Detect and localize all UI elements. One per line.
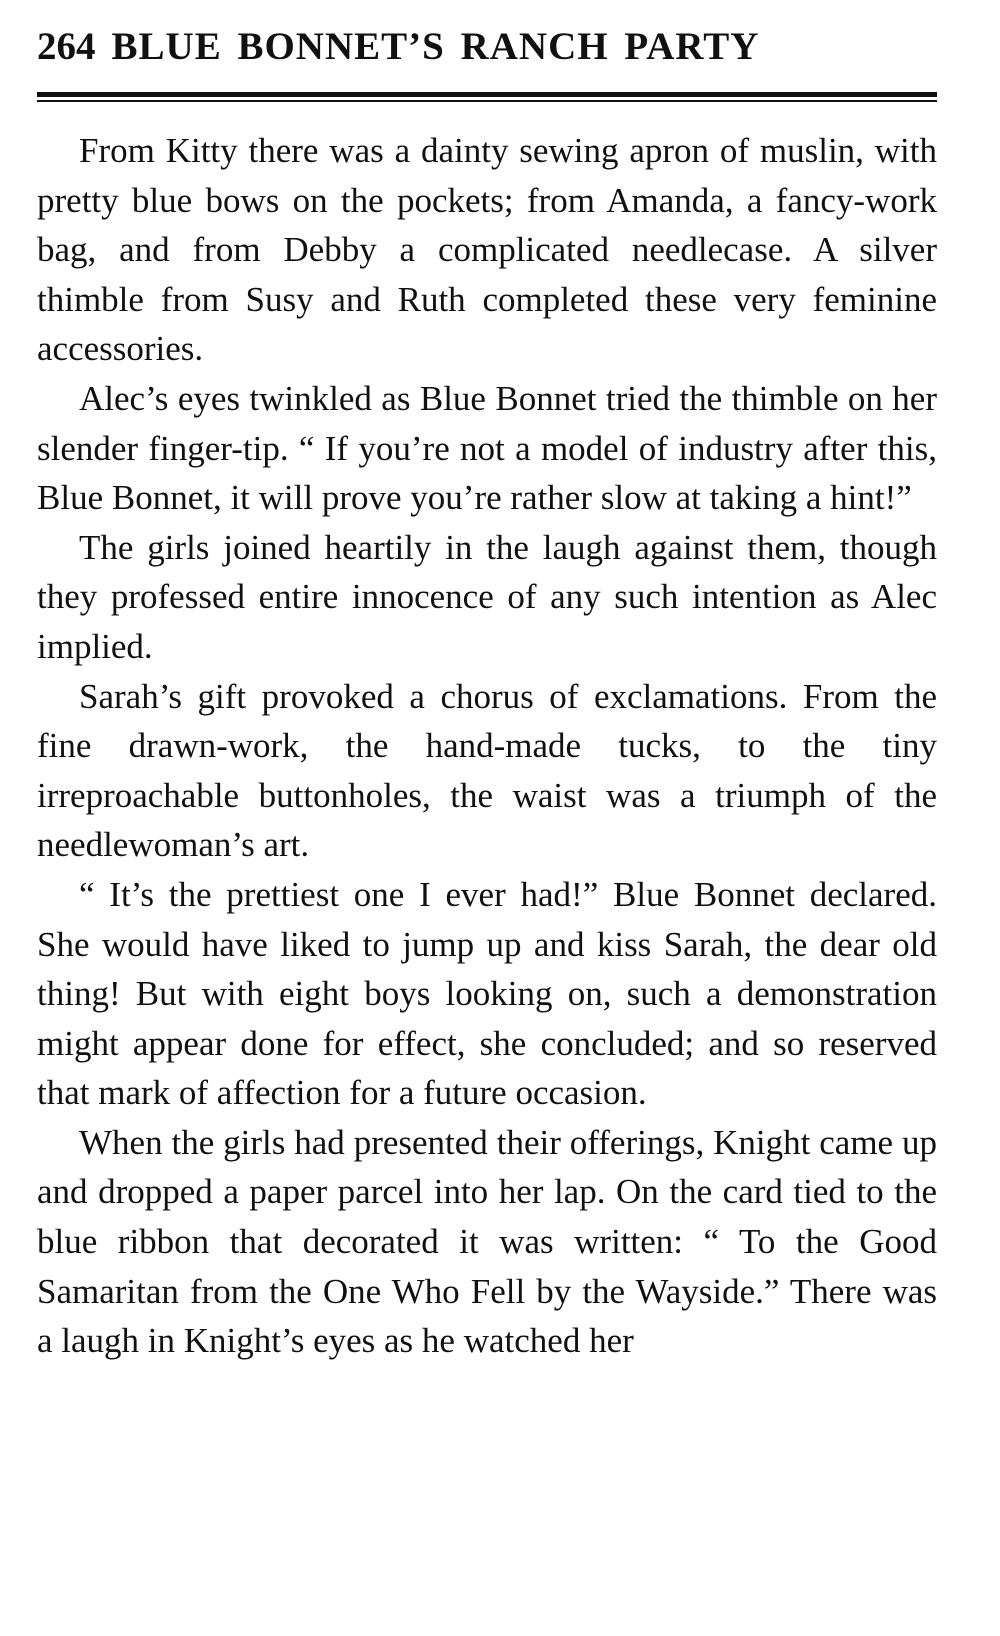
paragraph: Alec’s eyes twinkled as Blue Bonnet tried the thimble on her slender finger-tip. “ If you’re not a model of industry after this, Blue Bonnet, it will prove you’re rather slow at taking a hint!” [37, 378, 937, 518]
body-text [37, 126, 937, 1366]
paragraph: From Kitty there was a dainty sewing apron of muslin, with pretty blue bows on the pockets; from Amanda, a fancy-work bag, and from Debby a complicated needlecase. A silver thimble from Susy and Ruth completed these very feminine accessories. [37, 131, 937, 369]
page-header [37, 24, 937, 84]
page-number: 264 [37, 25, 96, 68]
paragraph: Sarah’s gift provoked a chorus of exclamations. From the fine drawn-work, the hand-made tucks, to the tiny irreproachable buttonholes, the waist was a triumph of the needlewoman’s art. [37, 676, 937, 865]
paragraph: The girls joined heartily in the laugh against them, though they professed entire innocence of any such intention as Alec implied. [37, 527, 937, 666]
header-rule-thick [37, 92, 937, 97]
paragraph: When the girls had presented their offerings, Knight came up and dropped a paper parcel into her lap. On the card tied to the blue ribbon that decorated it was written: “ To the Good Samaritan from the One Who Fell by the Wayside.” There was a laugh in Knight’s eyes as he watched her [37, 1122, 937, 1361]
running-title: BLUE BONNET’S RANCH PARTY [111, 25, 760, 68]
header-rule-thin [37, 100, 937, 102]
paragraph: “ It’s the prettiest one I ever had!” Blue Bonnet declared. She would have liked to jump up and kiss Sarah, the dear old thing! But with eight boys looking on, such a demonstration might appear done for effect, she concluded; and so reserved that mark of affection for a future occasion. [37, 874, 937, 1113]
